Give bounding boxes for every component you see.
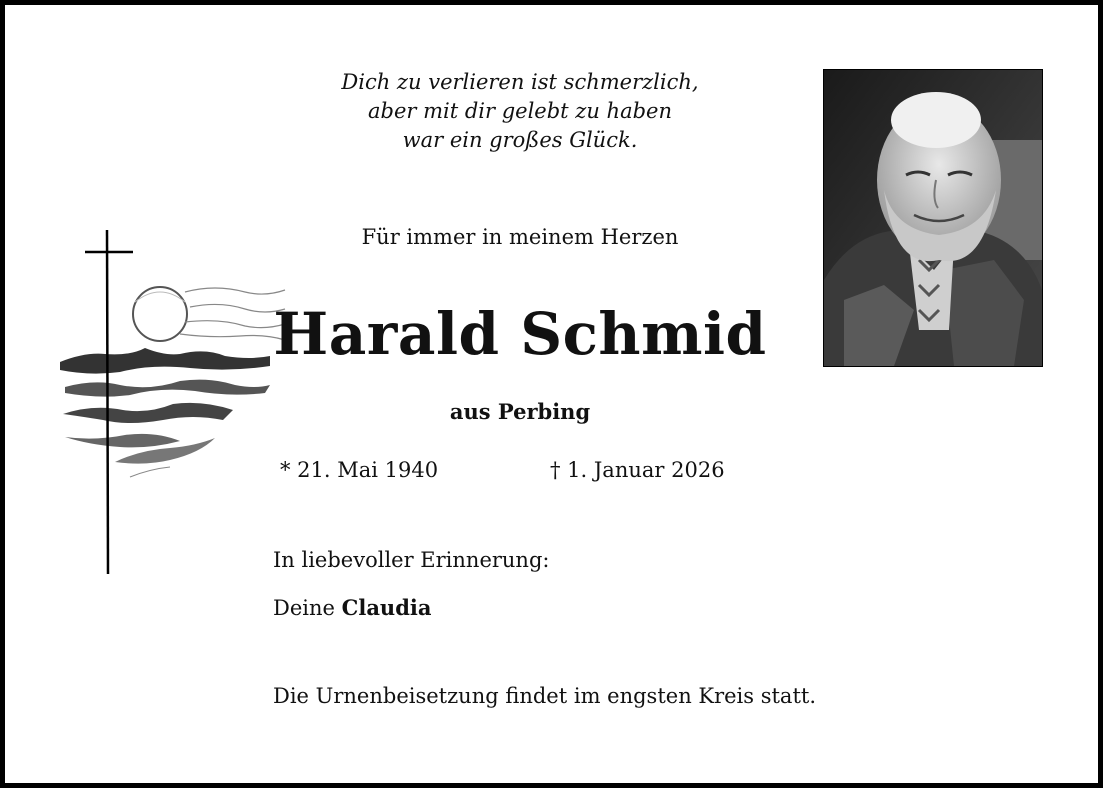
mourner-signature: [273, 595, 431, 620]
cross-icon: [85, 230, 133, 574]
poem-line: Dich zu verlieren ist schmerzlich,: [341, 70, 699, 94]
poem-line: war ein großes Glück.: [402, 128, 638, 152]
burial-notice: Die Urnenbeisetzung findet im engsten Kreis statt.: [273, 684, 817, 708]
deceased-name: Harald Schmid: [273, 300, 767, 368]
sun-icon: [133, 287, 187, 341]
memory-intro: In liebevoller Erinnerung:: [273, 548, 550, 572]
mourner-prefix: Deine: [273, 596, 335, 620]
portrait-photo: [823, 69, 1043, 367]
deceased-origin: aus Perbing: [449, 399, 591, 424]
poem-line: aber mit dir gelebt zu haben: [368, 99, 672, 123]
subtitle: Für immer in meinem Herzen: [361, 225, 679, 249]
portrait-image: [824, 70, 1042, 366]
death-date: † 1. Januar 2026: [550, 458, 725, 482]
hills-icon: [60, 348, 270, 477]
mourner-name: Claudia: [341, 595, 432, 620]
birth-date: * 21. Mai 1940: [280, 458, 439, 482]
cross-landscape-illustration: [55, 222, 290, 577]
poem: [270, 68, 770, 155]
